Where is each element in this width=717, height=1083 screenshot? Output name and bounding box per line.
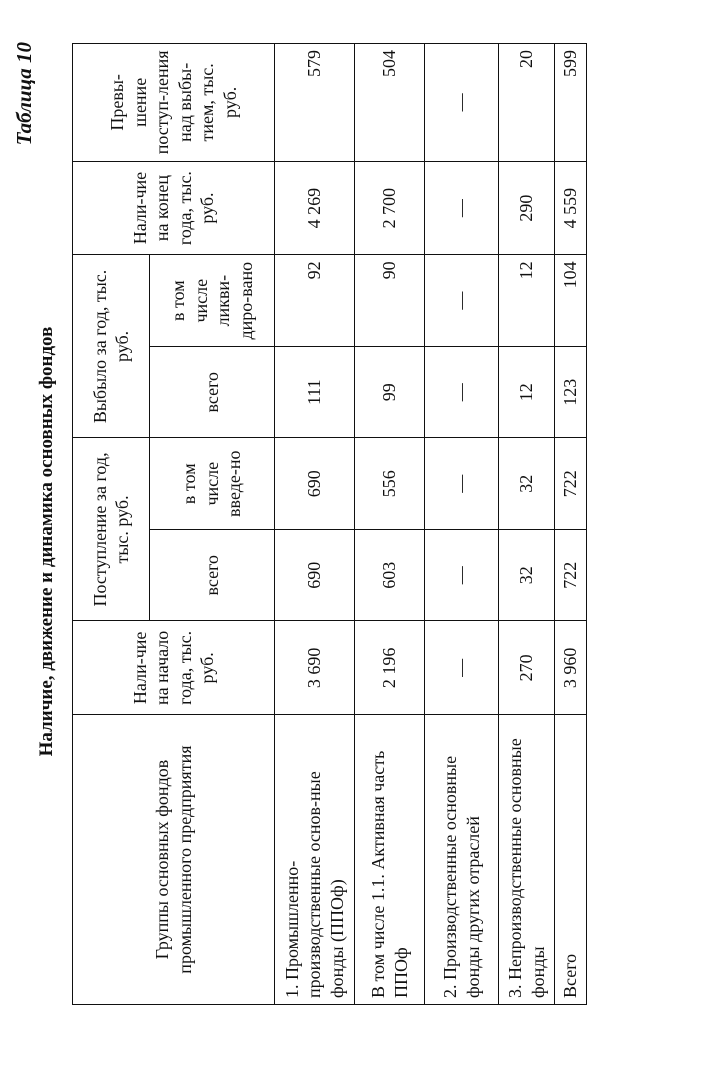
cell-excess: 579 — [275, 44, 355, 162]
cell-start: 2 196 — [355, 621, 425, 715]
table-title: Наличие, движение и динамика основных фондов — [36, 326, 57, 757]
cell-income-new: 556 — [355, 438, 425, 530]
cell-end: 4 559 — [555, 161, 587, 255]
cell-end: 4 269 — [275, 161, 355, 255]
header-income: Поступление за год, тыс. руб. — [73, 438, 150, 621]
fixed-assets-table — [72, 43, 587, 1005]
header-start: Нали-чие на начало года, тыс. руб. — [73, 621, 275, 715]
row-name: 1. Промышленно-производственные основ-ные фонды (ППОф) — [275, 715, 355, 1005]
cell-end: — — [425, 161, 499, 255]
row-name: 3. Непроизводственные основные фонды — [499, 715, 555, 1005]
cell-start: 3 690 — [275, 621, 355, 715]
cell-income-total: 32 — [499, 529, 555, 621]
cell-outflow-liq: 104 — [555, 255, 587, 347]
cell-outflow-total: — — [425, 346, 499, 438]
cell-end: 2 700 — [355, 161, 425, 255]
cell-outflow-liq: 92 — [275, 255, 355, 347]
header-excess: Превы-шение поступ-ления над выбы-тием, тыс. руб. — [73, 44, 275, 162]
cell-outflow-total: 12 — [499, 346, 555, 438]
cell-income-total: 722 — [555, 529, 587, 621]
table-row — [275, 44, 355, 1005]
cell-excess: 20 — [499, 44, 555, 162]
header-income-total: всего — [150, 529, 275, 621]
cell-start: 3 960 — [555, 621, 587, 715]
table-row — [425, 44, 499, 1005]
cell-income-new: 722 — [555, 438, 587, 530]
cell-income-total: 690 — [275, 529, 355, 621]
table-row — [355, 44, 425, 1005]
row-name: 2. Производственные основные фонды других отраслей — [425, 715, 499, 1005]
cell-excess: 599 — [555, 44, 587, 162]
cell-outflow-liq: 90 — [355, 255, 425, 347]
cell-income-new: — — [425, 438, 499, 530]
cell-income-total: — — [425, 529, 499, 621]
cell-income-new: 32 — [499, 438, 555, 530]
header-outflow: Выбыло за год, тыс. руб. — [73, 255, 150, 438]
header-group: Группы основных фондов промышленного предприятия — [73, 715, 275, 1005]
cell-start: — — [425, 621, 499, 715]
cell-end: 290 — [499, 161, 555, 255]
table-row — [499, 44, 555, 1005]
header-outflow-total: всего — [150, 346, 275, 438]
row-name: В том числе 1.1. Активная часть ППОф — [355, 715, 425, 1005]
cell-outflow-liq: — — [425, 255, 499, 347]
header-outflow-liq: в том числе ликви-диро-вано — [150, 255, 275, 347]
cell-excess: 504 — [355, 44, 425, 162]
cell-outflow-total: 99 — [355, 346, 425, 438]
table-number: Таблица 10 — [12, 42, 36, 146]
cell-excess: — — [425, 44, 499, 162]
header-row-top — [73, 44, 150, 1005]
row-name: Всего — [555, 715, 587, 1005]
cell-income-total: 603 — [355, 529, 425, 621]
header-income-new: в том числе введе-но — [150, 438, 275, 530]
cell-outflow-liq: 12 — [499, 255, 555, 347]
header-end: Нали-чие на конец года, тыс. руб. — [73, 161, 275, 255]
cell-start: 270 — [499, 621, 555, 715]
cell-outflow-total: 123 — [555, 346, 587, 438]
cell-income-new: 690 — [275, 438, 355, 530]
table-row — [555, 44, 587, 1005]
cell-outflow-total: 111 — [275, 346, 355, 438]
